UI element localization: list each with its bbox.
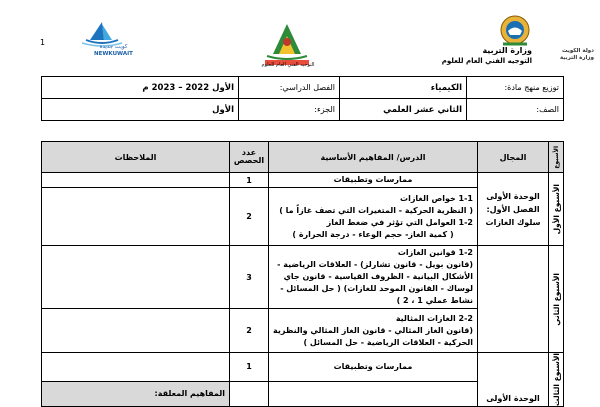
grade-value: الثاني عشر العلمي (340, 99, 467, 121)
notes-cell (42, 246, 230, 309)
week-header-text: الأسبوع (552, 145, 560, 169)
domain-cell: الوحدة الأولى الفصل الأول: سلوك الغازات (478, 173, 549, 246)
term-value: الأول 2022 – 2023 م (42, 77, 239, 99)
lesson-cell: ممارسات وتطبيقات (269, 353, 478, 382)
week-cell (549, 246, 564, 353)
lesson-detail: (قانون الغاز المثالي - قانون الغاز المثالي والنظرية الحركية - العلاقات الرياضية - حل المسائل ) (273, 325, 473, 347)
lesson-title: 1-2 العوامل التي تؤثر في ضغط الغاز (326, 217, 473, 227)
domain-cell (478, 246, 549, 353)
part-label: الجزء: (239, 99, 340, 121)
week-label: الأسبوع الأول (551, 183, 561, 235)
lesson-detail: ( كمية الغاز- حجم الوعاء - درجة الحرارة ) (292, 229, 454, 239)
count-cell: 3 (230, 246, 269, 309)
lesson-detail: (قانون بويل - قانون تشارلز) - العلاقات الرياضية - الأشكال البيانية - الظروف القياسية - قانون جاي لوساك - القانون الموحد للغازات) ( حل المسائل - نشاط عملي 1 ، 2 ) (277, 260, 473, 305)
lesson-cell: ممارسات وتطبيقات (269, 173, 478, 188)
week-cell (549, 353, 564, 407)
info-table (41, 76, 564, 121)
domain-cell: الوحدة الأولى (478, 353, 549, 407)
col-notes-header: الملاحظات (42, 142, 230, 173)
grade-label: الصف: (467, 99, 564, 121)
lesson-title: 1-2 قوانين الغازات (397, 248, 473, 257)
schedule-table (41, 141, 564, 407)
newkuwait-english: NEWKUWAIT (94, 51, 133, 57)
ministry-header (441, 46, 594, 66)
count-cell: 1 (230, 173, 269, 188)
col-week-header (549, 142, 564, 173)
subject-value: الكيمياء (340, 77, 467, 99)
lesson-cell (269, 309, 478, 353)
col-domain-header: المجال (478, 142, 549, 173)
page-number: 1 (40, 38, 46, 47)
part-value: الأول (42, 99, 239, 121)
notes-cell (42, 173, 230, 188)
col-lesson-header: الدرس/ المفاهيم الأساسية (269, 142, 478, 173)
newkuwait-caption (94, 44, 133, 58)
newkuwait-logo (72, 16, 132, 66)
count-cell: 1 (230, 353, 269, 382)
count-cell: 2 (230, 188, 269, 246)
ministry-emblem (498, 14, 532, 50)
notes-cell (42, 353, 230, 382)
table-row (42, 173, 564, 188)
lesson-title: 2-2 الغازات المثالية (395, 313, 473, 323)
center-logo-caption: التوجيه الفني العام للعلوم (261, 62, 315, 68)
subject-label: توزيع منهج مادة: (467, 77, 564, 99)
ministry-side-caption: دولة الكويت وزارة التربية (559, 48, 594, 61)
lesson-title: 1-1 خواص الغازات (400, 193, 473, 203)
week-cell (549, 173, 564, 246)
lesson-detail: ( النظرية الحركية - المتغيرات التي تصف غازاً ما ) (279, 205, 473, 215)
term-label: الفصل الدراسي: (239, 77, 340, 99)
notes-cell: المفاهيم المعلقة: (42, 381, 230, 406)
ministry-name: وزارة التربية (482, 46, 532, 55)
notes-cell (42, 188, 230, 246)
ministry-department: التوجيه الفني العام للعلوم (441, 57, 532, 65)
lesson-cell (269, 188, 478, 246)
week-label: الأسبوع الثاني (551, 272, 561, 326)
table-row (42, 353, 564, 382)
notes-cell (42, 309, 230, 353)
newkuwait-arabic: كويت جديدة (99, 44, 128, 50)
table-row (42, 246, 564, 309)
count-cell: 2 (230, 309, 269, 353)
col-count-header: عدد الحصص (230, 142, 269, 173)
week-label: الأسبوع الثالث (551, 353, 561, 407)
lesson-cell (269, 246, 478, 309)
